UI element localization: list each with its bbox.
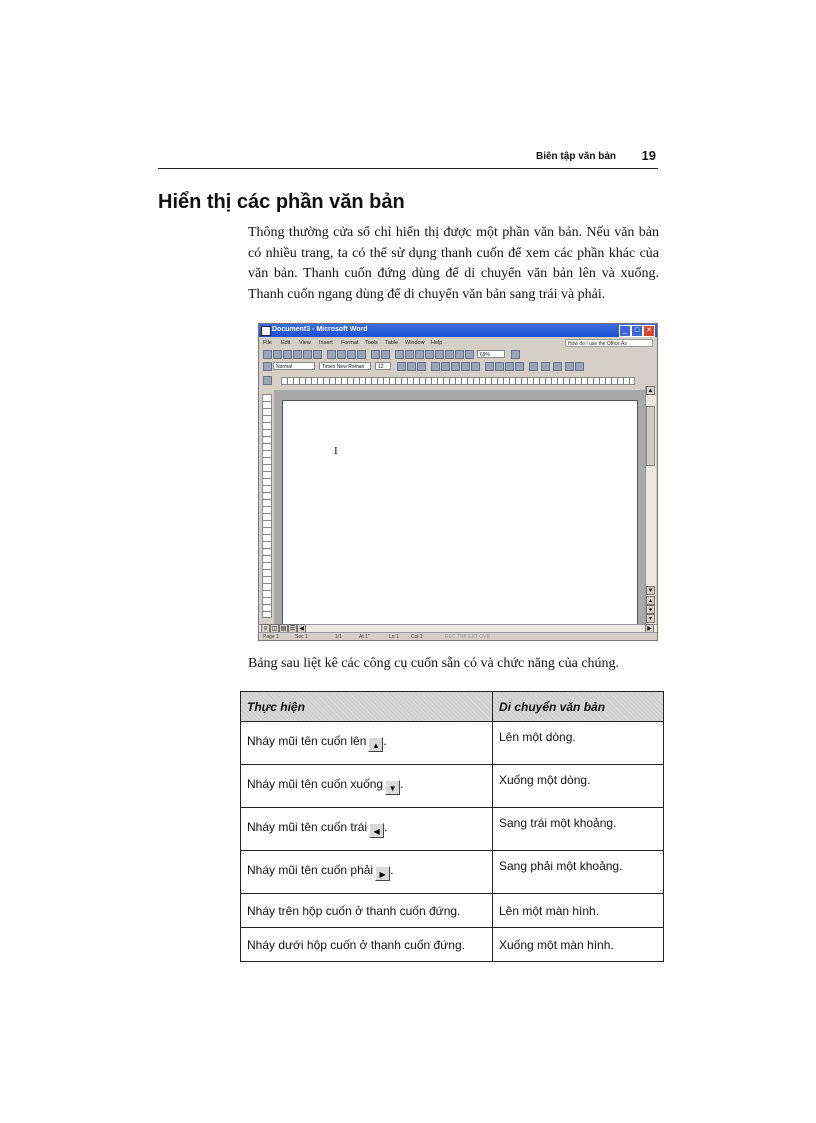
numbering-icon[interactable] xyxy=(485,362,494,371)
new-document-icon[interactable] xyxy=(263,350,272,359)
tables-borders-icon[interactable] xyxy=(405,350,414,359)
outline-view-icon[interactable]: ☰ xyxy=(289,626,296,632)
table-cell-result: Sang phải một khoảng. xyxy=(493,851,664,894)
menu-tools[interactable]: Tools xyxy=(365,340,378,346)
scroll-down-arrow-icon: ▼ xyxy=(385,780,400,795)
action-text: Nháy mũi tên cuốn phải xyxy=(247,863,374,877)
close-icon[interactable]: ✕ xyxy=(643,325,655,337)
word-title-bar xyxy=(259,324,657,337)
justify-icon[interactable] xyxy=(461,362,470,371)
scroll-tools-table xyxy=(240,691,664,962)
insert-table-icon[interactable] xyxy=(415,350,424,359)
table-cell-action: Nháy dưới hộp cuốn ở thanh cuốn đứng. xyxy=(241,928,493,962)
insert-excel-icon[interactable] xyxy=(425,350,434,359)
word-window-title: Document3 - Microsoft Word xyxy=(272,326,368,333)
menu-table[interactable]: Table xyxy=(385,340,399,346)
menu-file[interactable]: File xyxy=(263,340,272,346)
status-pages: 1/1 xyxy=(335,634,342,640)
table-cell-result: Xuống một màn hình. xyxy=(493,928,664,962)
save-icon[interactable] xyxy=(283,350,292,359)
font-select[interactable]: Times New Roman xyxy=(319,362,371,370)
standard-toolbar xyxy=(259,349,657,360)
status-col: Col 1 xyxy=(411,634,423,640)
style-select[interactable]: Normal xyxy=(273,362,315,370)
decrease-indent-icon[interactable] xyxy=(505,362,514,371)
menu-window[interactable]: Window xyxy=(405,340,425,346)
table-cell-action: Nháy mũi tên cuốn trái ◀ . xyxy=(241,808,493,851)
header-result: Di chuyển văn bản xyxy=(493,692,664,722)
word-window-screenshot xyxy=(258,323,658,641)
toolbar-options-icon[interactable] xyxy=(565,362,574,371)
border-icon[interactable] xyxy=(529,362,538,371)
menu-edit[interactable]: Edit xyxy=(281,340,291,346)
vertical-ruler[interactable] xyxy=(262,394,272,618)
font-size-select[interactable]: 12 xyxy=(375,362,391,370)
web-layout-icon[interactable]: ◫ xyxy=(271,626,278,632)
table-row xyxy=(241,928,664,962)
table-cell-action: Nháy mũi tên cuốn lên ▲ . xyxy=(241,722,493,765)
section-heading: Hiển thị các phần văn bản xyxy=(158,191,405,213)
table-row xyxy=(241,765,664,808)
table-row xyxy=(241,808,664,851)
action-text: Nháy mũi tên cuốn trái xyxy=(247,820,368,834)
underline-icon[interactable] xyxy=(417,362,426,371)
table-cell-result: Xuống một dòng. xyxy=(493,765,664,808)
scroll-up-arrow-icon: ▲ xyxy=(368,737,383,752)
scroll-right-arrow-icon: ▶ xyxy=(375,866,390,881)
action-text: Nháy mũi tên cuốn xuống xyxy=(247,777,384,791)
help-icon[interactable] xyxy=(511,350,520,359)
table-cell-action: Nháy mũi tên cuốn xuống ▼ . xyxy=(241,765,493,808)
line-spacing-icon[interactable] xyxy=(471,362,480,371)
vertical-scroll-thumb[interactable] xyxy=(646,406,655,466)
show-hide-icon[interactable] xyxy=(465,350,474,359)
menu-view[interactable]: View xyxy=(299,340,311,346)
more-buttons-icon[interactable] xyxy=(575,362,584,371)
word-status-bar xyxy=(259,632,657,641)
table-header-row xyxy=(241,692,664,722)
running-header xyxy=(158,148,658,169)
increase-indent-icon[interactable] xyxy=(515,362,524,371)
status-at: At 1" xyxy=(359,634,370,640)
select-browse-object-icon[interactable]: ● xyxy=(646,605,655,614)
print-layout-icon[interactable]: ▤ xyxy=(280,626,287,632)
table-row xyxy=(241,851,664,894)
styles-icon xyxy=(263,362,272,371)
print-preview-icon[interactable] xyxy=(303,350,312,359)
bullets-icon[interactable] xyxy=(495,362,504,371)
word-menu-bar xyxy=(259,338,657,348)
align-center-icon[interactable] xyxy=(441,362,450,371)
scroll-left-icon[interactable]: ◀ xyxy=(297,624,306,633)
cut-icon[interactable] xyxy=(327,350,336,359)
status-indicators: REC TRK EXT OVR xyxy=(445,634,491,640)
paste-icon[interactable] xyxy=(347,350,356,359)
status-page: Page 1 xyxy=(263,634,279,640)
next-page-icon[interactable]: ▾ xyxy=(646,614,655,623)
action-text: Nháy mũi tên cuốn lên xyxy=(247,734,367,748)
print-icon[interactable] xyxy=(293,350,302,359)
page-number: 19 xyxy=(641,148,656,163)
drawing-icon[interactable] xyxy=(445,350,454,359)
open-icon[interactable] xyxy=(273,350,282,359)
table-row xyxy=(241,894,664,928)
table-cell-result: Sang trái một khoảng. xyxy=(493,808,664,851)
redo-icon[interactable] xyxy=(381,350,390,359)
word-app-icon xyxy=(261,326,271,336)
tab-selector-icon[interactable] xyxy=(263,376,272,385)
maximize-icon[interactable]: □ xyxy=(631,325,643,337)
scroll-left-arrow-icon: ◀ xyxy=(369,823,384,838)
document-area xyxy=(274,390,646,624)
help-question-box[interactable]: How do I use the Office As xyxy=(565,339,653,347)
table-row xyxy=(241,722,664,765)
menu-format[interactable]: Format xyxy=(341,340,359,346)
document-map-icon[interactable] xyxy=(455,350,464,359)
copy-icon[interactable] xyxy=(337,350,346,359)
italic-icon[interactable] xyxy=(407,362,416,371)
minimize-icon[interactable]: _ xyxy=(619,325,631,337)
status-ln: Ln 1 xyxy=(389,634,399,640)
undo-icon[interactable] xyxy=(371,350,380,359)
horizontal-ruler-row xyxy=(259,374,657,386)
table-cell-result: Lên một dòng. xyxy=(493,722,664,765)
previous-page-icon[interactable]: ▴ xyxy=(646,596,655,605)
format-painter-icon[interactable] xyxy=(357,350,366,359)
normal-view-icon[interactable]: ≡ xyxy=(261,624,270,633)
document-page[interactable] xyxy=(282,400,638,626)
align-left-icon[interactable] xyxy=(431,362,440,371)
horizontal-ruler[interactable] xyxy=(281,377,635,385)
highlight-icon[interactable] xyxy=(541,362,550,371)
status-sec: Sec 1 xyxy=(295,634,308,640)
zoom-select[interactable]: 69% xyxy=(477,350,505,358)
scroll-down-icon[interactable]: ▼ xyxy=(647,588,654,594)
menu-insert[interactable]: Insert xyxy=(319,340,333,346)
table-cell-action: Nháy mũi tên cuốn phải ▶ . xyxy=(241,851,493,894)
bold-icon[interactable] xyxy=(397,362,406,371)
vertical-scrollbar[interactable] xyxy=(645,386,656,625)
table-cell-result: Lên một màn hình. xyxy=(493,894,664,928)
running-title: Biên tập văn bản xyxy=(535,151,616,162)
menu-help[interactable]: Help xyxy=(431,340,443,346)
table-cell-action: Nháy trên hộp cuốn ở thanh cuốn đứng. xyxy=(241,894,493,928)
text-cursor: I xyxy=(334,445,338,457)
formatting-toolbar xyxy=(259,361,657,372)
scroll-up-icon[interactable]: ▲ xyxy=(647,388,654,394)
scroll-right-icon[interactable]: ▶ xyxy=(645,624,654,633)
columns-icon[interactable] xyxy=(435,350,444,359)
spelling-icon[interactable] xyxy=(313,350,322,359)
hyperlink-icon[interactable] xyxy=(395,350,404,359)
align-right-icon[interactable] xyxy=(451,362,460,371)
header-action: Thực hiện xyxy=(241,692,493,722)
font-color-icon[interactable] xyxy=(553,362,562,371)
intro-paragraph: Thông thường cửa sổ chỉ hiển thị được một phần văn bản. Nếu văn bản có nhiều trang, ta có thể sử dụng thanh cuốn để xem các phần khác của văn bản. Thanh cuốn đứng dùng để di chuyển văn bản lên và xuống. Thanh cuốn ngang dùng để di chuyển văn bản sang trái và phải. xyxy=(248,225,659,302)
table-intro-paragraph: Bảng sau liệt kê các công cụ cuốn sẵn có và chức năng của chúng. xyxy=(248,656,620,671)
